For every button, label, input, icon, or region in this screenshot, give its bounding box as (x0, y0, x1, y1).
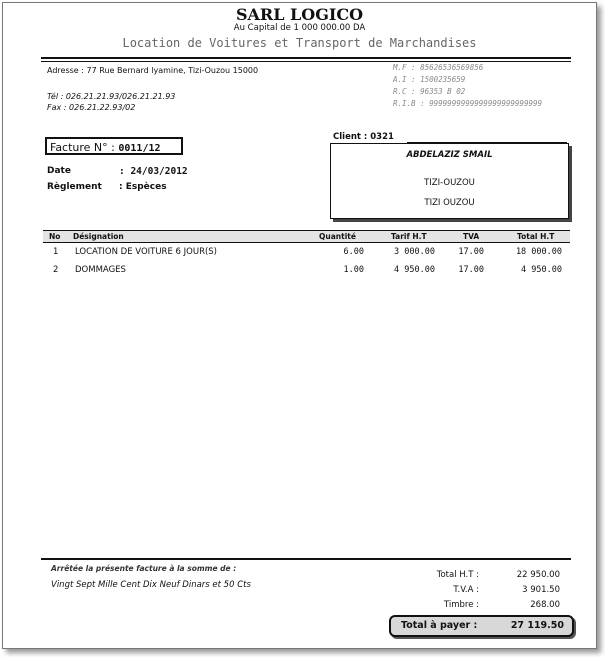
total-to-pay-box (389, 615, 574, 637)
date-value: : 24/03/2012 (119, 166, 188, 177)
timbre-label: Timbre : (443, 600, 479, 610)
arrete-label: Arrêtée la présente facture à la somme de : (51, 564, 237, 573)
row-tva: 17.00 (458, 247, 484, 257)
client-name: ABDELAZIZ SMAIL (406, 150, 493, 160)
tva-label: T.V.A : (453, 585, 479, 595)
row-quantity: 6.00 (343, 247, 364, 257)
row-price: 3 000.00 (394, 247, 435, 257)
row-quantity: 1.00 (343, 265, 364, 275)
registry-mf: M.F : 85626536569856 (393, 63, 484, 72)
payment-label: Règlement (47, 182, 102, 192)
client-code-label: Client : 0321 (333, 132, 394, 142)
date-label: Date (47, 166, 71, 176)
total-to-pay-value: 27 119.50 (510, 620, 564, 631)
total-ht-value: 22 950.00 (516, 570, 560, 580)
company-capital: Au Capital de 1 000 000.00 DA (233, 23, 366, 33)
registry-rib: R.I.B : 9999999999999999999999999 (393, 99, 543, 108)
amount-in-words: Vingt Sept Mille Cent Dix Neuf Dinars et 50 Cts (51, 580, 251, 590)
col-tva: TVA (463, 232, 480, 241)
client-address-line2: TIZI OUZOU (424, 198, 475, 208)
total-ht-label: Total H.T : (436, 570, 479, 580)
invoice-number-label: Facture N° : (50, 141, 115, 154)
col-quantity: Quantité (319, 232, 356, 241)
table-row (43, 247, 570, 261)
company-fax: Fax : 026.21.22.93/02 (47, 103, 136, 112)
header-divider (41, 57, 571, 59)
row-no: 1 (53, 247, 59, 257)
company-activity: Location de Voitures et Transport de Marchandises (122, 36, 477, 50)
total-to-pay-label: Total à payer : (401, 620, 478, 631)
col-designation: Désignation (73, 232, 124, 241)
row-designation: LOCATION DE VOITURE 6 JOUR(S) (75, 247, 217, 257)
table-header (43, 230, 570, 243)
registry-ai: A.I : 1500235659 (393, 75, 466, 84)
row-price: 4 950.00 (394, 265, 435, 275)
invoice-number: 0011/12 (118, 143, 161, 154)
row-designation: DOMMAGES (75, 265, 126, 275)
col-total: Total H.T (517, 232, 555, 241)
row-total: 18 000.00 (515, 247, 562, 257)
company-tel: Tél : 026.21.21.93/026.21.21.93 (47, 92, 176, 101)
header-divider-thin (41, 61, 571, 62)
row-tva: 17.00 (458, 265, 484, 275)
client-box (330, 143, 569, 219)
registry-rc: R.C : 96353 B 02 (393, 87, 466, 96)
company-name: SARL LOGICO (235, 5, 364, 24)
tva-value: 3 901.50 (522, 585, 560, 595)
invoice-number-box (45, 137, 183, 155)
footer-divider (41, 558, 571, 560)
client-code (333, 132, 394, 142)
col-price: Tarif H.T (391, 232, 427, 241)
table-row (43, 265, 570, 279)
invoice-page (2, 2, 597, 649)
client-address-line1: TIZI-OUZOU (424, 178, 475, 188)
timbre-value: 268.00 (530, 600, 560, 610)
col-no: No (49, 232, 61, 241)
payment-value: : Espèces (119, 182, 167, 192)
row-no: 2 (53, 265, 59, 275)
row-total: 4 950.00 (521, 265, 562, 275)
company-address: Adresse : 77 Rue Bernard lyamine, Tizi-Ouzou 15000 (47, 66, 259, 75)
